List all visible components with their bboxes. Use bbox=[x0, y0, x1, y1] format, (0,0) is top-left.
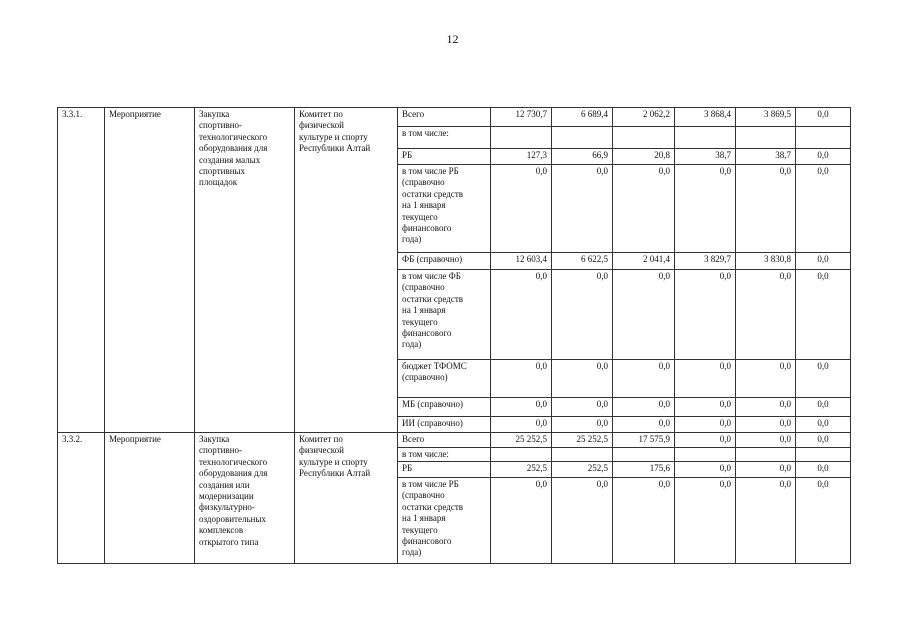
amount-cell: 0,0 bbox=[675, 398, 736, 417]
funding-source-cell bbox=[398, 478, 491, 564]
funding-source-cell bbox=[398, 149, 491, 165]
amount-cell: 0,0 bbox=[613, 270, 675, 360]
amount-cell: 0,0 bbox=[675, 478, 736, 564]
funding-source-label: в том числе РБ (справочно остатки средств на 1 января текущего финансового года) bbox=[402, 479, 464, 558]
amount-cell bbox=[736, 448, 796, 462]
section-code-text: 3.3.2. bbox=[62, 434, 83, 444]
funding-source-cell bbox=[398, 270, 491, 360]
section-code-text: 3.3.1. bbox=[62, 109, 83, 119]
funding-source-label: РБ bbox=[402, 150, 413, 160]
section-name-text: Закупка спортивно- технологического оборудования для создания малых спортивных площадок bbox=[199, 109, 268, 188]
funding-source-cell bbox=[398, 253, 491, 270]
section-executor bbox=[295, 433, 398, 564]
amount-cell: 3 829,7 bbox=[675, 253, 736, 270]
amount-cell bbox=[552, 127, 613, 149]
funding-source-cell bbox=[398, 127, 491, 149]
amount-cell bbox=[613, 127, 675, 149]
section-executor-text: Комитет по физической культуре и спорту Республики Алтай bbox=[299, 109, 371, 154]
amount-cell: 0,0 bbox=[675, 270, 736, 360]
funding-source-label: в том числе ФБ (справочно остатки средств на 1 января текущего финансового года) bbox=[402, 271, 464, 350]
amount-cell: 6 622,5 bbox=[552, 253, 613, 270]
section-name bbox=[195, 108, 295, 433]
section-executor bbox=[295, 108, 398, 433]
amount-cell bbox=[675, 127, 736, 149]
amount-cell: 20,8 bbox=[613, 149, 675, 165]
table-row bbox=[58, 433, 851, 448]
amount-cell: 25 252,5 bbox=[552, 433, 613, 448]
amount-cell: 0,0 bbox=[796, 417, 851, 433]
amount-cell bbox=[736, 127, 796, 149]
amount-cell bbox=[796, 127, 851, 149]
funding-source-cell bbox=[398, 165, 491, 253]
section-type bbox=[105, 433, 195, 564]
amount-cell: 0,0 bbox=[736, 462, 796, 478]
amount-cell: 0,0 bbox=[796, 108, 851, 127]
amount-cell: 0,0 bbox=[552, 398, 613, 417]
funding-source-cell bbox=[398, 417, 491, 433]
amount-cell: 2 062,2 bbox=[613, 108, 675, 127]
section-type bbox=[105, 108, 195, 433]
amount-cell bbox=[613, 448, 675, 462]
amount-cell: 0,0 bbox=[796, 270, 851, 360]
amount-cell: 0,0 bbox=[736, 478, 796, 564]
page-number: 12 bbox=[446, 32, 459, 46]
amount-cell: 25 252,5 bbox=[491, 433, 552, 448]
funding-source-cell bbox=[398, 462, 491, 478]
funding-source-label: бюджет ТФОМС (справочно) bbox=[402, 361, 467, 383]
amount-cell: 2 041,4 bbox=[613, 253, 675, 270]
amount-cell: 0,0 bbox=[552, 417, 613, 433]
amount-cell: 0,0 bbox=[491, 360, 552, 398]
amount-cell: 0,0 bbox=[736, 417, 796, 433]
funding-source-label: ФБ (справочно) bbox=[402, 254, 463, 264]
section-name-text: Закупка спортивно- технологического оборудования для создания или модернизации физкультурно- оздоровительных комплексов открытого типа bbox=[199, 434, 268, 547]
section-executor-text: Комитет по физической культуре и спорту Республики Алтай bbox=[299, 434, 371, 479]
amount-cell: 12 603,4 bbox=[491, 253, 552, 270]
amount-cell: 0,0 bbox=[552, 165, 613, 253]
amount-cell: 0,0 bbox=[491, 398, 552, 417]
amount-cell: 0,0 bbox=[736, 360, 796, 398]
amount-cell: 0,0 bbox=[552, 478, 613, 564]
amount-cell: 0,0 bbox=[736, 433, 796, 448]
amount-cell: 0,0 bbox=[491, 270, 552, 360]
amount-cell bbox=[491, 448, 552, 462]
funding-source-label: МБ (справочно) bbox=[402, 399, 464, 409]
amount-cell bbox=[491, 127, 552, 149]
amount-cell: 12 730,7 bbox=[491, 108, 552, 127]
amount-cell: 0,0 bbox=[796, 253, 851, 270]
funding-source-cell bbox=[398, 398, 491, 417]
amount-cell: 0,0 bbox=[796, 462, 851, 478]
funding-source-label: Всего bbox=[402, 109, 425, 119]
funding-source-label: в том числе: bbox=[402, 128, 449, 138]
section-type-text: Мероприятие bbox=[109, 109, 161, 119]
funding-source-label: РБ bbox=[402, 463, 413, 473]
amount-cell: 38,7 bbox=[675, 149, 736, 165]
amount-cell: 0,0 bbox=[796, 360, 851, 398]
amount-cell bbox=[552, 448, 613, 462]
section-type-text: Мероприятие bbox=[109, 434, 161, 444]
amount-cell: 127,3 bbox=[491, 149, 552, 165]
section-name bbox=[195, 433, 295, 564]
amount-cell: 6 689,4 bbox=[552, 108, 613, 127]
amount-cell bbox=[796, 448, 851, 462]
amount-cell: 0,0 bbox=[613, 417, 675, 433]
amount-cell: 0,0 bbox=[796, 478, 851, 564]
amount-cell: 66,9 bbox=[552, 149, 613, 165]
amount-cell: 0,0 bbox=[675, 165, 736, 253]
amount-cell: 0,0 bbox=[675, 462, 736, 478]
amount-cell: 0,0 bbox=[736, 398, 796, 417]
table-row bbox=[58, 108, 851, 127]
amount-cell: 17 575,9 bbox=[613, 433, 675, 448]
amount-cell: 0,0 bbox=[675, 433, 736, 448]
amount-cell: 0,0 bbox=[491, 478, 552, 564]
amount-cell: 0,0 bbox=[613, 398, 675, 417]
amount-cell: 0,0 bbox=[552, 360, 613, 398]
amount-cell: 0,0 bbox=[736, 270, 796, 360]
section-code bbox=[58, 433, 105, 564]
amount-cell: 0,0 bbox=[736, 165, 796, 253]
amount-cell: 0,0 bbox=[613, 165, 675, 253]
amount-cell: 252,5 bbox=[491, 462, 552, 478]
amount-cell: 0,0 bbox=[675, 360, 736, 398]
funding-source-cell bbox=[398, 448, 491, 462]
funding-source-label: Всего bbox=[402, 434, 425, 444]
amount-cell: 3 830,8 bbox=[736, 253, 796, 270]
funding-source-label: в том числе РБ (справочно остатки средств на 1 января текущего финансового года) bbox=[402, 166, 464, 245]
funding-source-label: ИИ (справочно) bbox=[402, 418, 463, 428]
amount-cell: 3 869,5 bbox=[736, 108, 796, 127]
funding-source-cell bbox=[398, 360, 491, 398]
budget-table bbox=[57, 107, 851, 564]
amount-cell: 0,0 bbox=[796, 398, 851, 417]
amount-cell: 0,0 bbox=[796, 149, 851, 165]
amount-cell: 0,0 bbox=[675, 417, 736, 433]
amount-cell bbox=[675, 448, 736, 462]
amount-cell: 0,0 bbox=[552, 270, 613, 360]
amount-cell: 0,0 bbox=[491, 417, 552, 433]
amount-cell: 0,0 bbox=[613, 360, 675, 398]
amount-cell: 3 868,4 bbox=[675, 108, 736, 127]
funding-source-cell bbox=[398, 433, 491, 448]
amount-cell: 175,6 bbox=[613, 462, 675, 478]
amount-cell: 0,0 bbox=[491, 165, 552, 253]
funding-source-label: в том числе: bbox=[402, 449, 449, 459]
amount-cell: 0,0 bbox=[796, 433, 851, 448]
funding-source-cell bbox=[398, 108, 491, 127]
amount-cell: 252,5 bbox=[552, 462, 613, 478]
amount-cell: 0,0 bbox=[613, 478, 675, 564]
section-code bbox=[58, 108, 105, 433]
amount-cell: 0,0 bbox=[796, 165, 851, 253]
amount-cell: 38,7 bbox=[736, 149, 796, 165]
